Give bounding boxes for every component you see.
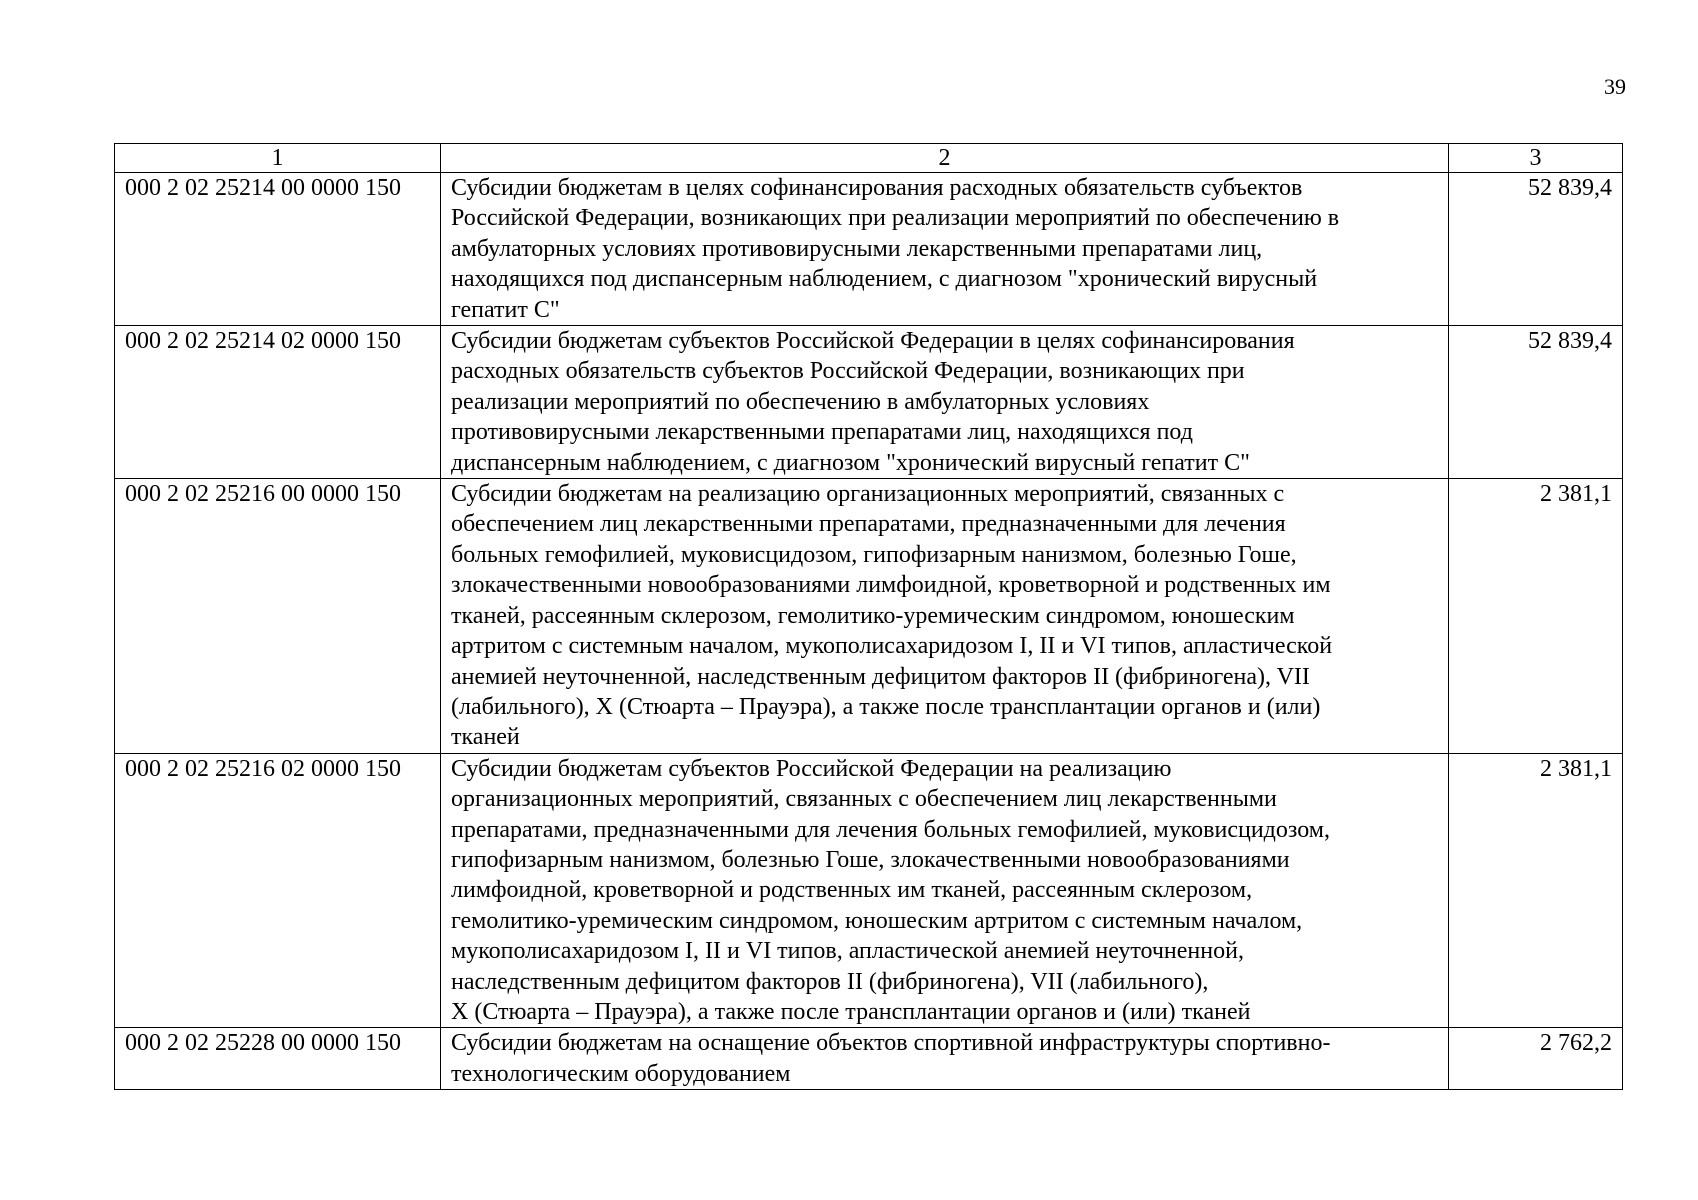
budget-code: 000 2 02 25216 00 0000 150 (115, 479, 441, 754)
table-row (115, 479, 1623, 754)
description: Субсидии бюджетам на оснащение объектов спортивной инфраструктуры спортивно- технологическим оборудованием (441, 1028, 1449, 1090)
budget-code: 000 2 02 25214 00 0000 150 (115, 173, 441, 326)
amount: 2 381,1 (1449, 753, 1623, 1028)
amount: 52 839,4 (1449, 173, 1623, 326)
description: Субсидии бюджетам на реализацию организационных мероприятий, связанных с обеспечением лиц лекарственными препаратами, предназначенными для лечения больных гемофилией, муковисцидозом, гипофизарным нанизмом, болезнью Гоше, злокачественными новообразованиями лимфоидной, кроветворной и родственных им тканей, рассеянным склерозом, гемолитико-уремическим синдромом, юношеским артритом с системным началом, мукополисахаридозом I, II и VI типов, апластической анемией неуточненной, наследственным дефицитом факторов II (фибриногена), VII (лабильного), X (Стюарта – Прауэра), а также после трансплантации органов и (или) тканей (441, 479, 1449, 754)
amount: 2 381,1 (1449, 479, 1623, 754)
table-row (115, 1028, 1623, 1090)
table-row (115, 326, 1623, 479)
page-number: 39 (1604, 74, 1626, 99)
budget-code: 000 2 02 25228 00 0000 150 (115, 1028, 441, 1090)
description: Субсидии бюджетам в целях софинансирования расходных обязательств субъектов Российской Федерации, возникающих при реализации мероприятий по обеспечению в амбулаторных условиях противовирусными лекарственными препаратами лиц, находящихся под диспансерным наблюдением, с диагнозом "хронический вирусный гепатит С" (441, 173, 1449, 326)
column-header-3: 3 (1449, 144, 1623, 173)
description: Субсидии бюджетам субъектов Российской Федерации на реализацию организационных мероприятий, связанных с обеспечением лиц лекарственными препаратами, предназначенными для лечения больных гемофилией, муковисцидозом, гипофизарным нанизмом, болезнью Гоше, злокачественными новообразованиями лимфоидной, кроветворной и родственных им тканей, рассеянным склерозом, гемолитико-уремическим синдромом, юношеским артритом с системным началом, мукополисахаридозом I, II и VI типов, апластической анемией неуточненной, наследственным дефицитом факторов II (фибриногена), VII (лабильного), X (Стюарта – Прауэра), а также после трансплантации органов и (или) тканей (441, 753, 1449, 1028)
table-row (115, 753, 1623, 1028)
table-row (115, 173, 1623, 326)
amount: 2 762,2 (1449, 1028, 1623, 1090)
description: Субсидии бюджетам субъектов Российской Федерации в целях софинансирования расходных обязательств субъектов Российской Федерации, возникающих при реализации мероприятий по обеспечению в амбулаторных условиях противовирусными лекарственными препаратами лиц, находящихся под диспансерным наблюдением, с диагнозом "хронический вирусный гепатит С" (441, 326, 1449, 479)
column-header-1: 1 (115, 144, 441, 173)
budget-table (114, 143, 1623, 1090)
column-header-2: 2 (441, 144, 1449, 173)
budget-code: 000 2 02 25214 02 0000 150 (115, 326, 441, 479)
amount: 52 839,4 (1449, 326, 1623, 479)
budget-code: 000 2 02 25216 02 0000 150 (115, 753, 441, 1028)
header-row (115, 144, 1623, 173)
